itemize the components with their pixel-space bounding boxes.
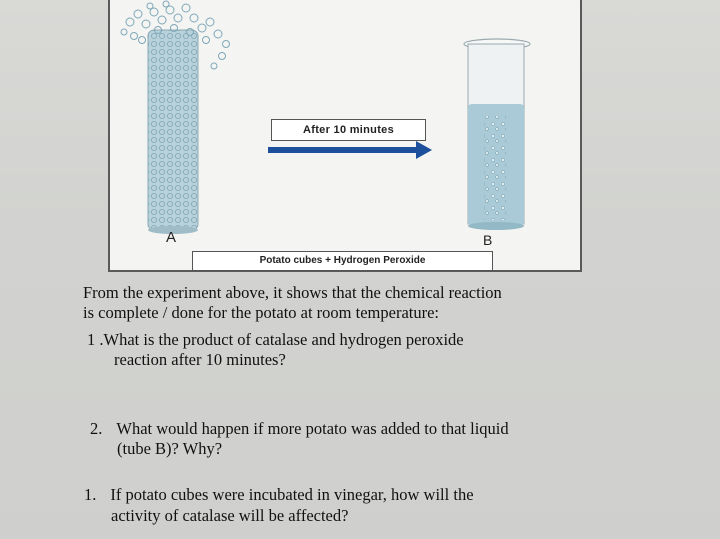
question-1-continued: reaction after 10 minutes?: [114, 350, 286, 369]
question-1-number: 1 .: [87, 330, 104, 349]
question-1-text: What is the product of catalase and hydrogen peroxide: [103, 330, 464, 349]
intro-line-1: From the experiment above, it shows that the chemical reaction: [83, 283, 502, 302]
question-2-continued: (tube B)? Why?: [117, 439, 223, 458]
tube-a: [121, 1, 230, 234]
question-2: [90, 419, 509, 439]
question-3-text: If potato cubes were incubated in vinegar, how will the: [110, 485, 474, 504]
question-2-text: What would happen if more potato was added to that liquid: [116, 419, 509, 438]
question-3-number: 1.: [84, 485, 97, 504]
tube-a-label: A: [166, 229, 177, 246]
experiment-figure: [108, 0, 582, 272]
question-1: [87, 330, 464, 350]
tube-b-label: B: [483, 232, 493, 248]
question-2-number: 2.: [90, 419, 103, 438]
intro-line-2: is complete / done for the potato at room temperature:: [83, 303, 440, 322]
reaction-arrow: [268, 141, 432, 159]
intro-paragraph: [83, 283, 603, 323]
question-3-continued: activity of catalase will be affected?: [111, 506, 349, 525]
question-3: [84, 485, 474, 505]
arrow-label: After 10 minutes: [271, 119, 426, 141]
tube-b: [464, 39, 530, 230]
figure-caption: Potato cubes + Hydrogen Peroxide: [192, 251, 493, 271]
